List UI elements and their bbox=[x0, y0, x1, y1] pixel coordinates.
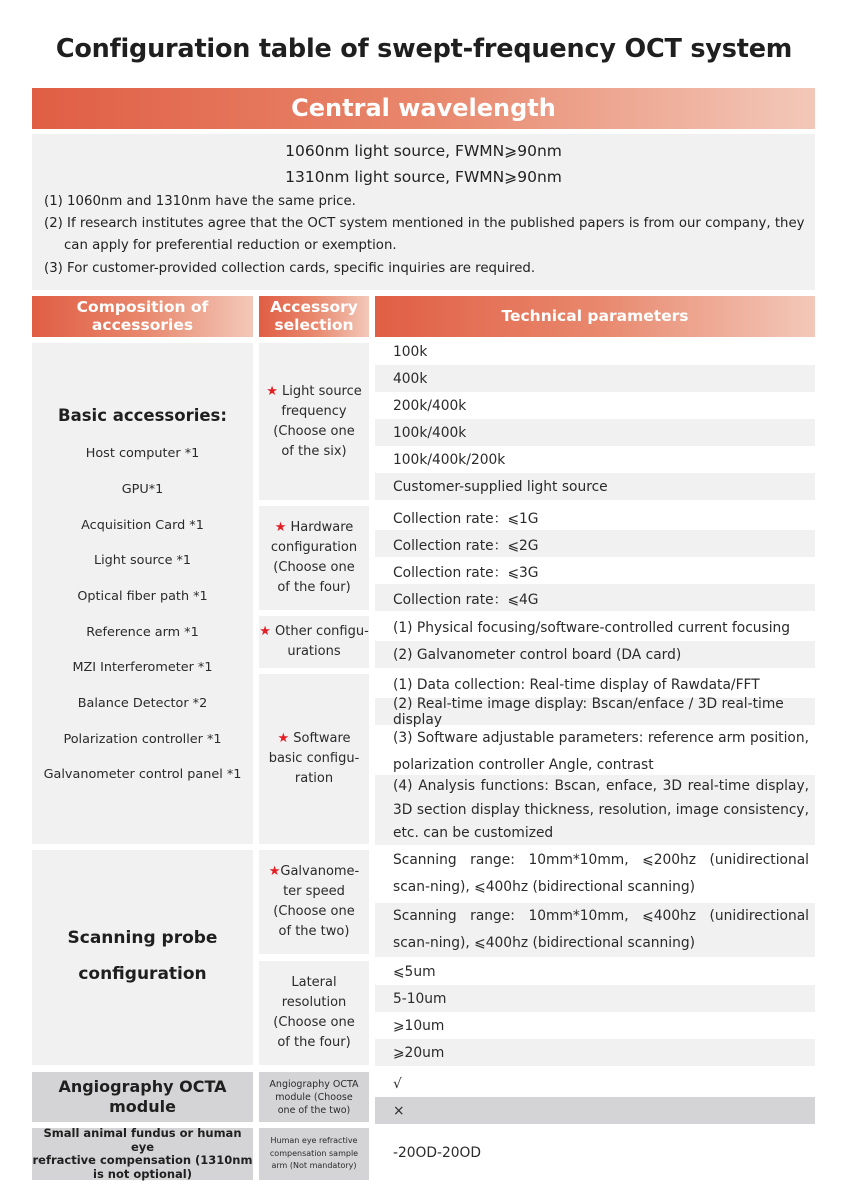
central-wavelength-header: Central wavelength bbox=[32, 88, 815, 129]
param-row: 100k bbox=[393, 343, 428, 360]
selection-label: of the two) bbox=[278, 924, 350, 939]
octa-label-line: module bbox=[109, 1097, 176, 1116]
param-row: Collection rate：⩽4G bbox=[375, 584, 815, 611]
octa-label-line: Angiography OCTA bbox=[58, 1077, 227, 1096]
note-2-cont: can apply for preferential reduction or exemption. bbox=[64, 238, 397, 253]
required-star-icon: ★ bbox=[274, 520, 287, 535]
param-row: (3) Software adjustable parameters: reference arm position, polarization controller Angle, contrast bbox=[393, 730, 809, 773]
selection-header-line2: selection bbox=[274, 315, 354, 334]
selection-label: ration bbox=[294, 771, 334, 786]
octa-selection bbox=[259, 1072, 369, 1122]
animal-label-line: is not optional) bbox=[93, 1166, 192, 1181]
selection-label: Lateral bbox=[291, 975, 337, 990]
param-row: (1) Physical focusing/software-controlled current focusing bbox=[393, 619, 791, 636]
selection-label: (Choose one bbox=[273, 423, 355, 439]
selection-label: Galvanome- bbox=[280, 864, 360, 879]
basic-accessories-box bbox=[32, 343, 253, 844]
note-3: (3) For customer-provided collection cards, specific inquiries are required. bbox=[44, 261, 536, 276]
hardware-selection bbox=[259, 506, 369, 610]
octa-module-label bbox=[32, 1072, 253, 1122]
param-row: (4) Analysis functions: Bscan, enface, 3D real-time display, 3D section display thickness, resolution, image consistency, etc. can be customized bbox=[375, 775, 815, 845]
animal-label-line: Small animal fundus or human eye bbox=[43, 1126, 242, 1154]
param-row: Scanning range: 10mm*10mm, ⩽400hz (unidirectional scan-ning), ⩽400hz (bidirectional scanning) bbox=[375, 903, 815, 957]
scanning-probe-title: Scanning probe bbox=[67, 928, 218, 948]
accessory-item: Galvanometer control panel *1 bbox=[43, 767, 242, 782]
param-row: Customer-supplied light source bbox=[375, 473, 815, 500]
accessory-item: Acquisition Card *1 bbox=[81, 518, 204, 533]
small-animal-label bbox=[32, 1128, 253, 1180]
selection-label: Hardware bbox=[290, 520, 354, 535]
selection-label: configuration bbox=[270, 540, 358, 555]
selection-label: one of the two) bbox=[277, 1104, 351, 1116]
galvo-speed-selection bbox=[259, 850, 369, 954]
selection-label: Human eye refractive bbox=[270, 1136, 358, 1146]
param-row: Scanning range: 10mm*10mm, ⩽200hz (unidirectional scan-ning), ⩽400hz (bidirectional scanning) bbox=[393, 852, 809, 895]
selection-label: Angiography OCTA bbox=[269, 1078, 359, 1090]
note-2: (2) If research institutes agree that the OCT system mentioned in the published papers is from our company, they bbox=[44, 216, 805, 231]
selection-label: arm (Not mandatory) bbox=[271, 1161, 357, 1171]
selection-label: of the four) bbox=[277, 580, 351, 595]
page-title: Configuration table of swept-frequency OCT system bbox=[55, 34, 793, 64]
param-row: ⩽5um bbox=[393, 963, 436, 980]
accessory-item: Optical fiber path *1 bbox=[77, 589, 208, 604]
param-row: -20OD-20OD bbox=[393, 1145, 482, 1161]
accessory-item: Host computer *1 bbox=[85, 446, 200, 461]
selection-label: frequency bbox=[281, 403, 347, 419]
light-source-selection bbox=[259, 343, 369, 500]
selection-label: Light source bbox=[282, 383, 362, 399]
required-star-icon: ★ bbox=[268, 864, 281, 879]
selection-label: basic configu- bbox=[268, 751, 360, 766]
composition-header: Composition of accessories bbox=[32, 296, 253, 337]
selection-label: of the six) bbox=[281, 443, 347, 459]
param-row: ⩾10um bbox=[393, 1017, 445, 1034]
param-row: Collection rate：⩽3G bbox=[393, 564, 539, 581]
selection-label: urations bbox=[287, 644, 341, 659]
note-1: (1) 1060nm and 1310nm have the same price. bbox=[44, 194, 356, 209]
wavelength-line-1310: 1310nm light source, FWMN⩾90nm bbox=[285, 168, 562, 186]
param-row: Collection rate：⩽1G bbox=[393, 510, 539, 527]
param-row: 400k bbox=[375, 365, 815, 392]
required-star-icon: ★ bbox=[277, 731, 290, 746]
selection-header bbox=[259, 296, 369, 337]
required-star-icon: ★ bbox=[259, 624, 271, 639]
other-config-selection bbox=[259, 616, 369, 668]
wavelength-line-1060: 1060nm light source, FWMN⩾90nm bbox=[285, 142, 562, 160]
scanning-probe-title: configuration bbox=[78, 964, 207, 984]
required-star-icon: ★ bbox=[266, 383, 278, 399]
selection-label: Software bbox=[293, 731, 351, 746]
selection-label: ter speed bbox=[283, 884, 345, 899]
central-wavelength-panel bbox=[32, 134, 815, 290]
selection-label: (Choose one bbox=[273, 1015, 355, 1030]
selection-label: Other configu- bbox=[275, 624, 369, 639]
selection-label: (Choose one bbox=[273, 560, 355, 575]
param-row: Collection rate：⩽2G bbox=[375, 530, 815, 557]
accessory-item: GPU*1 bbox=[121, 482, 164, 497]
param-row: 100k/400k/200k bbox=[393, 451, 506, 468]
software-selection bbox=[259, 674, 369, 844]
selection-header-line1: Accessory bbox=[270, 297, 358, 316]
lateral-resolution-selection bbox=[259, 961, 369, 1065]
octa-yes-option: √ bbox=[393, 1075, 402, 1092]
accessory-item: Light source *1 bbox=[93, 553, 192, 568]
selection-label: compensation sample bbox=[269, 1148, 359, 1158]
scanning-probe-box bbox=[32, 850, 253, 1065]
accessory-item: Balance Detector *2 bbox=[77, 696, 208, 711]
accessory-item: Reference arm *1 bbox=[86, 625, 199, 640]
param-row: 200k/400k bbox=[393, 397, 467, 414]
param-row: 100k/400k bbox=[375, 419, 815, 446]
technical-header: Technical parameters bbox=[375, 296, 815, 337]
octa-no-option: × bbox=[375, 1097, 815, 1124]
accessory-item: MZI Interferometer *1 bbox=[72, 660, 213, 675]
selection-label: resolution bbox=[281, 995, 347, 1010]
animal-label-line: refractive compensation (1310nm bbox=[32, 1153, 253, 1167]
param-row: 5-10um bbox=[375, 985, 815, 1012]
accessory-item: Polarization controller *1 bbox=[63, 732, 222, 747]
human-eye-selection bbox=[259, 1128, 369, 1180]
selection-label: module (Choose bbox=[275, 1091, 353, 1103]
selection-label: of the four) bbox=[277, 1035, 351, 1050]
selection-label: (Choose one bbox=[273, 904, 355, 919]
param-row: (1) Data collection: Real-time display of Rawdata/FFT bbox=[393, 676, 760, 693]
basic-accessories-heading: Basic accessories: bbox=[58, 406, 227, 425]
param-row: (2) Real-time image display: Bscan/enface / 3D real-time display bbox=[375, 698, 815, 725]
param-row: ⩾20um bbox=[375, 1039, 815, 1066]
param-row: (2) Galvanometer control board (DA card) bbox=[375, 641, 815, 668]
